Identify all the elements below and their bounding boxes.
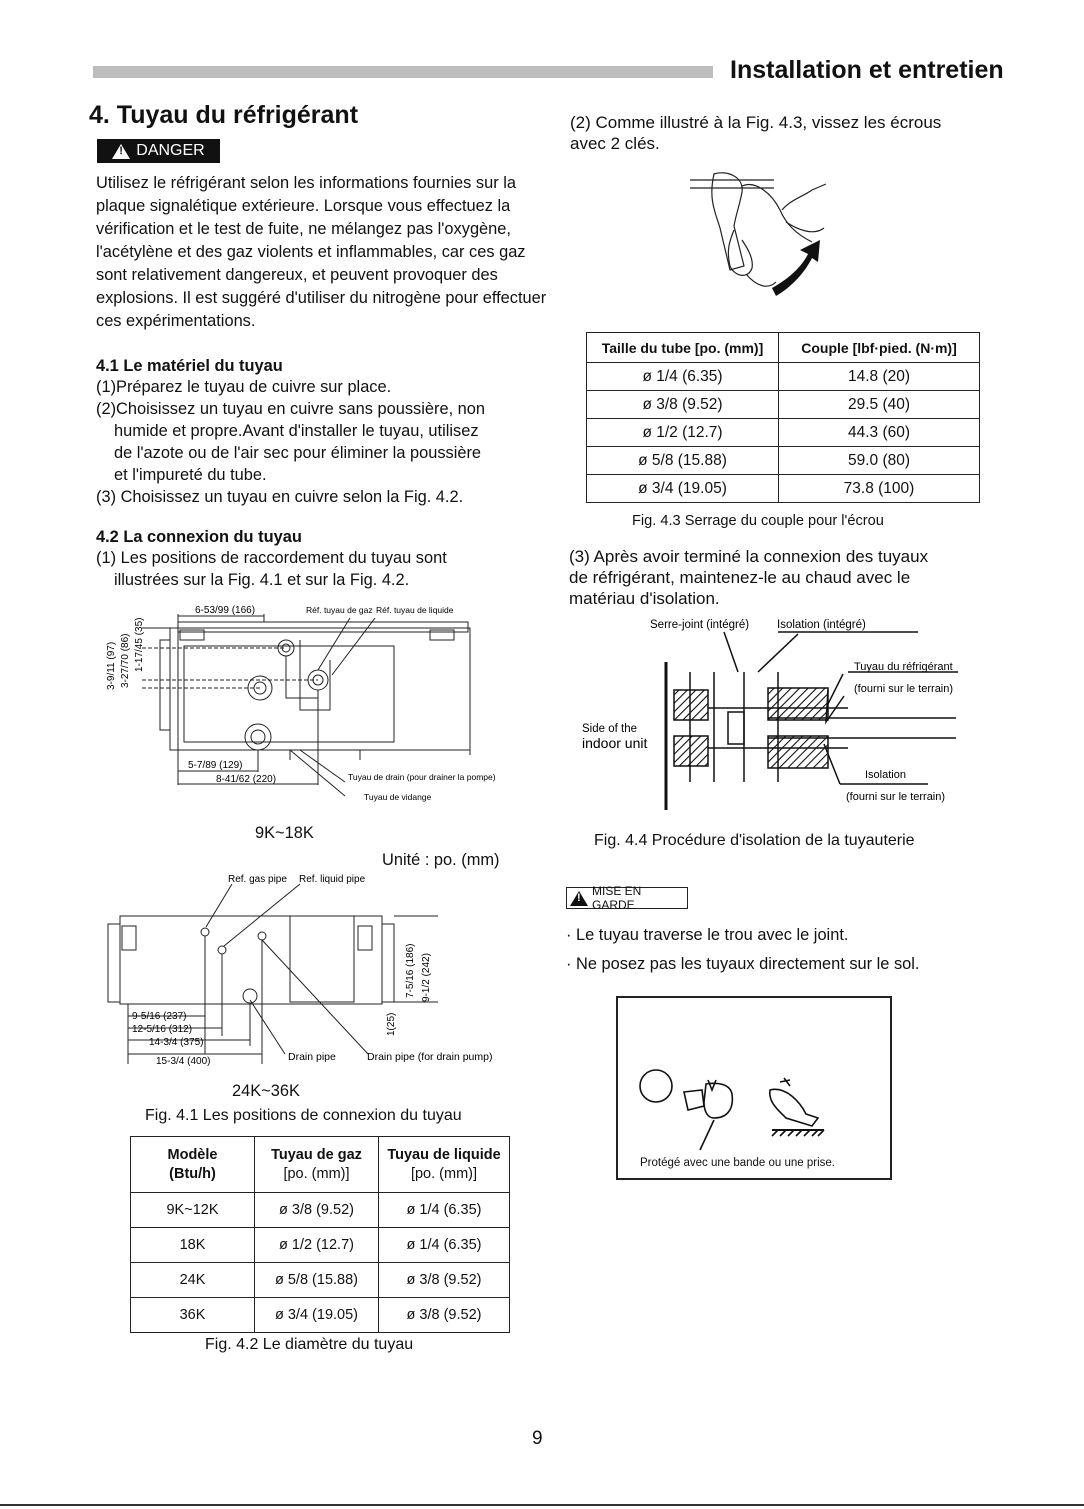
header-cell [379,1137,510,1193]
ok-circle-icon [640,1070,672,1102]
danger-text: Utilisez le réfrigérant selon les informations fournies sur la plaque signalétique extérieure. Lorsque vous effectuez la vérification et le test de fuite, ne mélangez pas l'oxygène, l'acétylène et des gaz violents et inflammables, car ces gaz sont relativement dangereux, et peuvent provoquer des explosions. Il est suggéré d'utiliser du nitrogène pour effectuer ces expérimentations. [96,174,547,330]
header-sub: [po. (mm)] [410,1165,478,1182]
s41-line: (1)Préparez le tuyau de cuivre sur place. [96,378,392,396]
page-title: 4. Tuyau du réfrigérant [89,101,359,129]
danger-label: DANGER [136,142,205,159]
table-row [587,447,980,475]
unit-drawing-9k-18k [100,600,500,805]
header-cell: Couple [lbf·pied. (N·m)] [779,333,980,363]
table-cell: ø 3/4 (19.05) [255,1298,379,1333]
dim-d2: 12-5/16 (312) [132,1024,193,1035]
table-cell: ø 1/2 (12.7) [255,1228,379,1263]
fig42-caption: Fig. 4.2 Le diamètre du tuyau [205,1336,414,1353]
isolation-label: Isolation [865,769,906,781]
header-sub: [po. (mm)] [283,1165,350,1182]
header-cell: Taille du tube [po. (mm)] [587,333,779,363]
wrench-illustration [686,170,836,305]
dim-v3: 1(25) [386,1012,397,1036]
s41-line: et l'impureté du tube. [114,466,267,484]
bottom-rule [0,1504,1084,1506]
table-row [131,1298,510,1333]
table-cell: 18K [131,1228,255,1263]
fig44-caption: Fig. 4.4 Procédure d'isolation de la tuyauterie [594,832,915,849]
unit-drawing-24k-36k [100,864,500,1074]
drain-label: Drain pipe [288,1051,336,1063]
table-header-row [587,333,980,363]
caution-badge [566,884,688,912]
table-row [587,391,980,419]
table-row [587,363,980,391]
header-bar [93,66,713,78]
table-row [131,1193,510,1228]
step3-line: matériau d'isolation. [569,589,720,608]
step3-line: de réfrigérant, maintenez-le au chaud avec le [569,568,911,587]
table-cell: ø 3/8 (9.52) [379,1298,510,1333]
dim-d3: 14-3/4 (375) [149,1037,204,1048]
dim-v1: 7-5/16 (186) [405,943,416,998]
table-cell: ø 3/8 (9.52) [255,1193,379,1228]
refrigerant-pipe-label: Tuyau du réfrigérant [854,661,953,673]
header-cell [255,1137,379,1193]
unit-label: Unité : po. (mm) [382,851,500,869]
header-cell [131,1137,255,1193]
caution-label: MISE EN GARDE [592,884,642,912]
table-row [587,419,980,447]
pipe-diameter-table [130,1136,510,1333]
step3-line: (3) Après avoir terminé la connexion des tuyaux [569,547,929,566]
isolation-sub: (fourni sur le terrain) [846,791,946,803]
table-row [587,475,980,503]
s42-line: illustrées sur la Fig. 4.1 et sur la Fig. 4.2. [114,571,410,589]
side-label: Side of the [582,723,637,735]
fig43-caption: Fig. 4.3 Serrage du couple pour l'écrou [632,513,884,529]
s41-line: de l'azote ou de l'air sec pour éliminer la poussière [114,444,482,462]
s41-line: (2)Choisissez un tuyau en cuivre sans poussière, non [96,400,486,418]
refrigerant-pipe-sub: (fourni sur le terrain) [854,683,954,695]
table-cell: 14.8 (20) [779,363,980,391]
section-title: Installation et entretien [730,56,1004,84]
table-cell: 59.0 (80) [779,447,980,475]
table-row [131,1263,510,1298]
table-cell: ø 5/8 (15.88) [587,447,779,475]
table-cell: 9K~12K [131,1193,255,1228]
table-cell: ø 3/4 (19.05) [587,475,779,503]
dim-top: 6-53/99 (166) [195,605,256,616]
dim-d4: 15-3/4 (400) [156,1056,211,1067]
s41-line: humide et propre.Avant d'installer le tuyau, utilisez [114,422,479,440]
indoor-unit-label: indoor unit [582,735,648,751]
fig41-caption: Fig. 4.1 Les positions de connexion du tuyau [145,1107,462,1124]
dim-d1: 5-7/89 (129) [188,760,243,771]
dim-v1: 3-9/11 (97) [106,641,117,690]
table-cell: 44.3 (60) [779,419,980,447]
liquid-pipe-label: Ref. liquid pipe [299,874,366,885]
table-cell: 24K [131,1263,255,1298]
header-sub: (Btu/h) [169,1165,216,1182]
header-main: Tuyau de gaz [271,1146,362,1163]
table-cell: ø 3/8 (9.52) [587,391,779,419]
clamp-label: Serre-joint (intégré) [650,619,750,631]
table-row [131,1228,510,1263]
dim-v2: 3-27/70 (86) [120,633,131,688]
drain-pump-label: Drain pipe (for drain pump) [367,1051,493,1063]
gas-pipe-label: Ref. gas pipe [228,874,287,885]
section-4-2-title: 4.2 La connexion du tuyau [96,528,302,546]
dim-v2: 9-1/2 (242) [421,953,432,1002]
rotation-arrow-icon [772,240,820,296]
section-4-1-title: 4.1 Le matériel du tuyau [96,357,283,375]
table-cell: ø 1/2 (12.7) [587,419,779,447]
insulation-diagram [578,612,970,817]
box-caption: Protégé avec une bande ou une prise. [640,1157,836,1169]
torque-table [586,332,980,503]
fig41b-label: 24K~36K [232,1082,300,1100]
table-header-row [131,1137,510,1193]
step2-line: avec 2 clés. [570,134,660,153]
drain-pump-label: Tuyau de drain (pour drainer la pompe) [348,772,496,782]
dim-v3: 1-17/45 (35) [134,617,145,672]
liquid-pipe-label: Réf. tuyau de liquide [376,605,454,615]
gas-pipe-label: Réf. tuyau de gaz [306,605,373,615]
drain-label: Tuyau de vidange [364,792,432,802]
s42-line: (1) Les positions de raccordement du tuyau sont [96,549,447,567]
warning-icon [112,144,130,159]
isolation-integrated-label: Isolation (intégré) [777,619,866,631]
table-cell: ø 5/8 (15.88) [255,1263,379,1298]
header-main: Tuyau de liquide [387,1146,501,1163]
warning-icon [570,891,588,906]
header-main: Modèle [167,1146,218,1163]
table-cell: 29.5 (40) [779,391,980,419]
table-cell: ø 1/4 (6.35) [587,363,779,391]
table-cell: 36K [131,1298,255,1333]
table-cell: 73.8 (100) [779,475,980,503]
fig41a-label: 9K~18K [255,824,314,842]
table-cell: ø 3/8 (9.52) [379,1263,510,1298]
caution-bullet: · Le tuyau traverse le trou avec le joint. [566,926,849,944]
table-cell: ø 1/4 (6.35) [379,1193,510,1228]
dim-d1: 9-5/16 (237) [132,1011,187,1022]
step2-line: (2) Comme illustré à la Fig. 4.3, vissez les écrous [570,113,942,132]
s41-line: (3) Choisissez un tuyau en cuivre selon la Fig. 4.2. [96,488,464,506]
dim-d2: 8-41/62 (220) [216,774,277,785]
table-cell: ø 1/4 (6.35) [379,1228,510,1263]
pipe-protection-illustration [618,998,890,1178]
caution-bullet: · Ne posez pas les tuyaux directement sur le sol. [566,955,920,973]
danger-badge [97,139,220,163]
pipe-protection-box [616,996,892,1180]
page-number: 9 [532,1428,543,1449]
